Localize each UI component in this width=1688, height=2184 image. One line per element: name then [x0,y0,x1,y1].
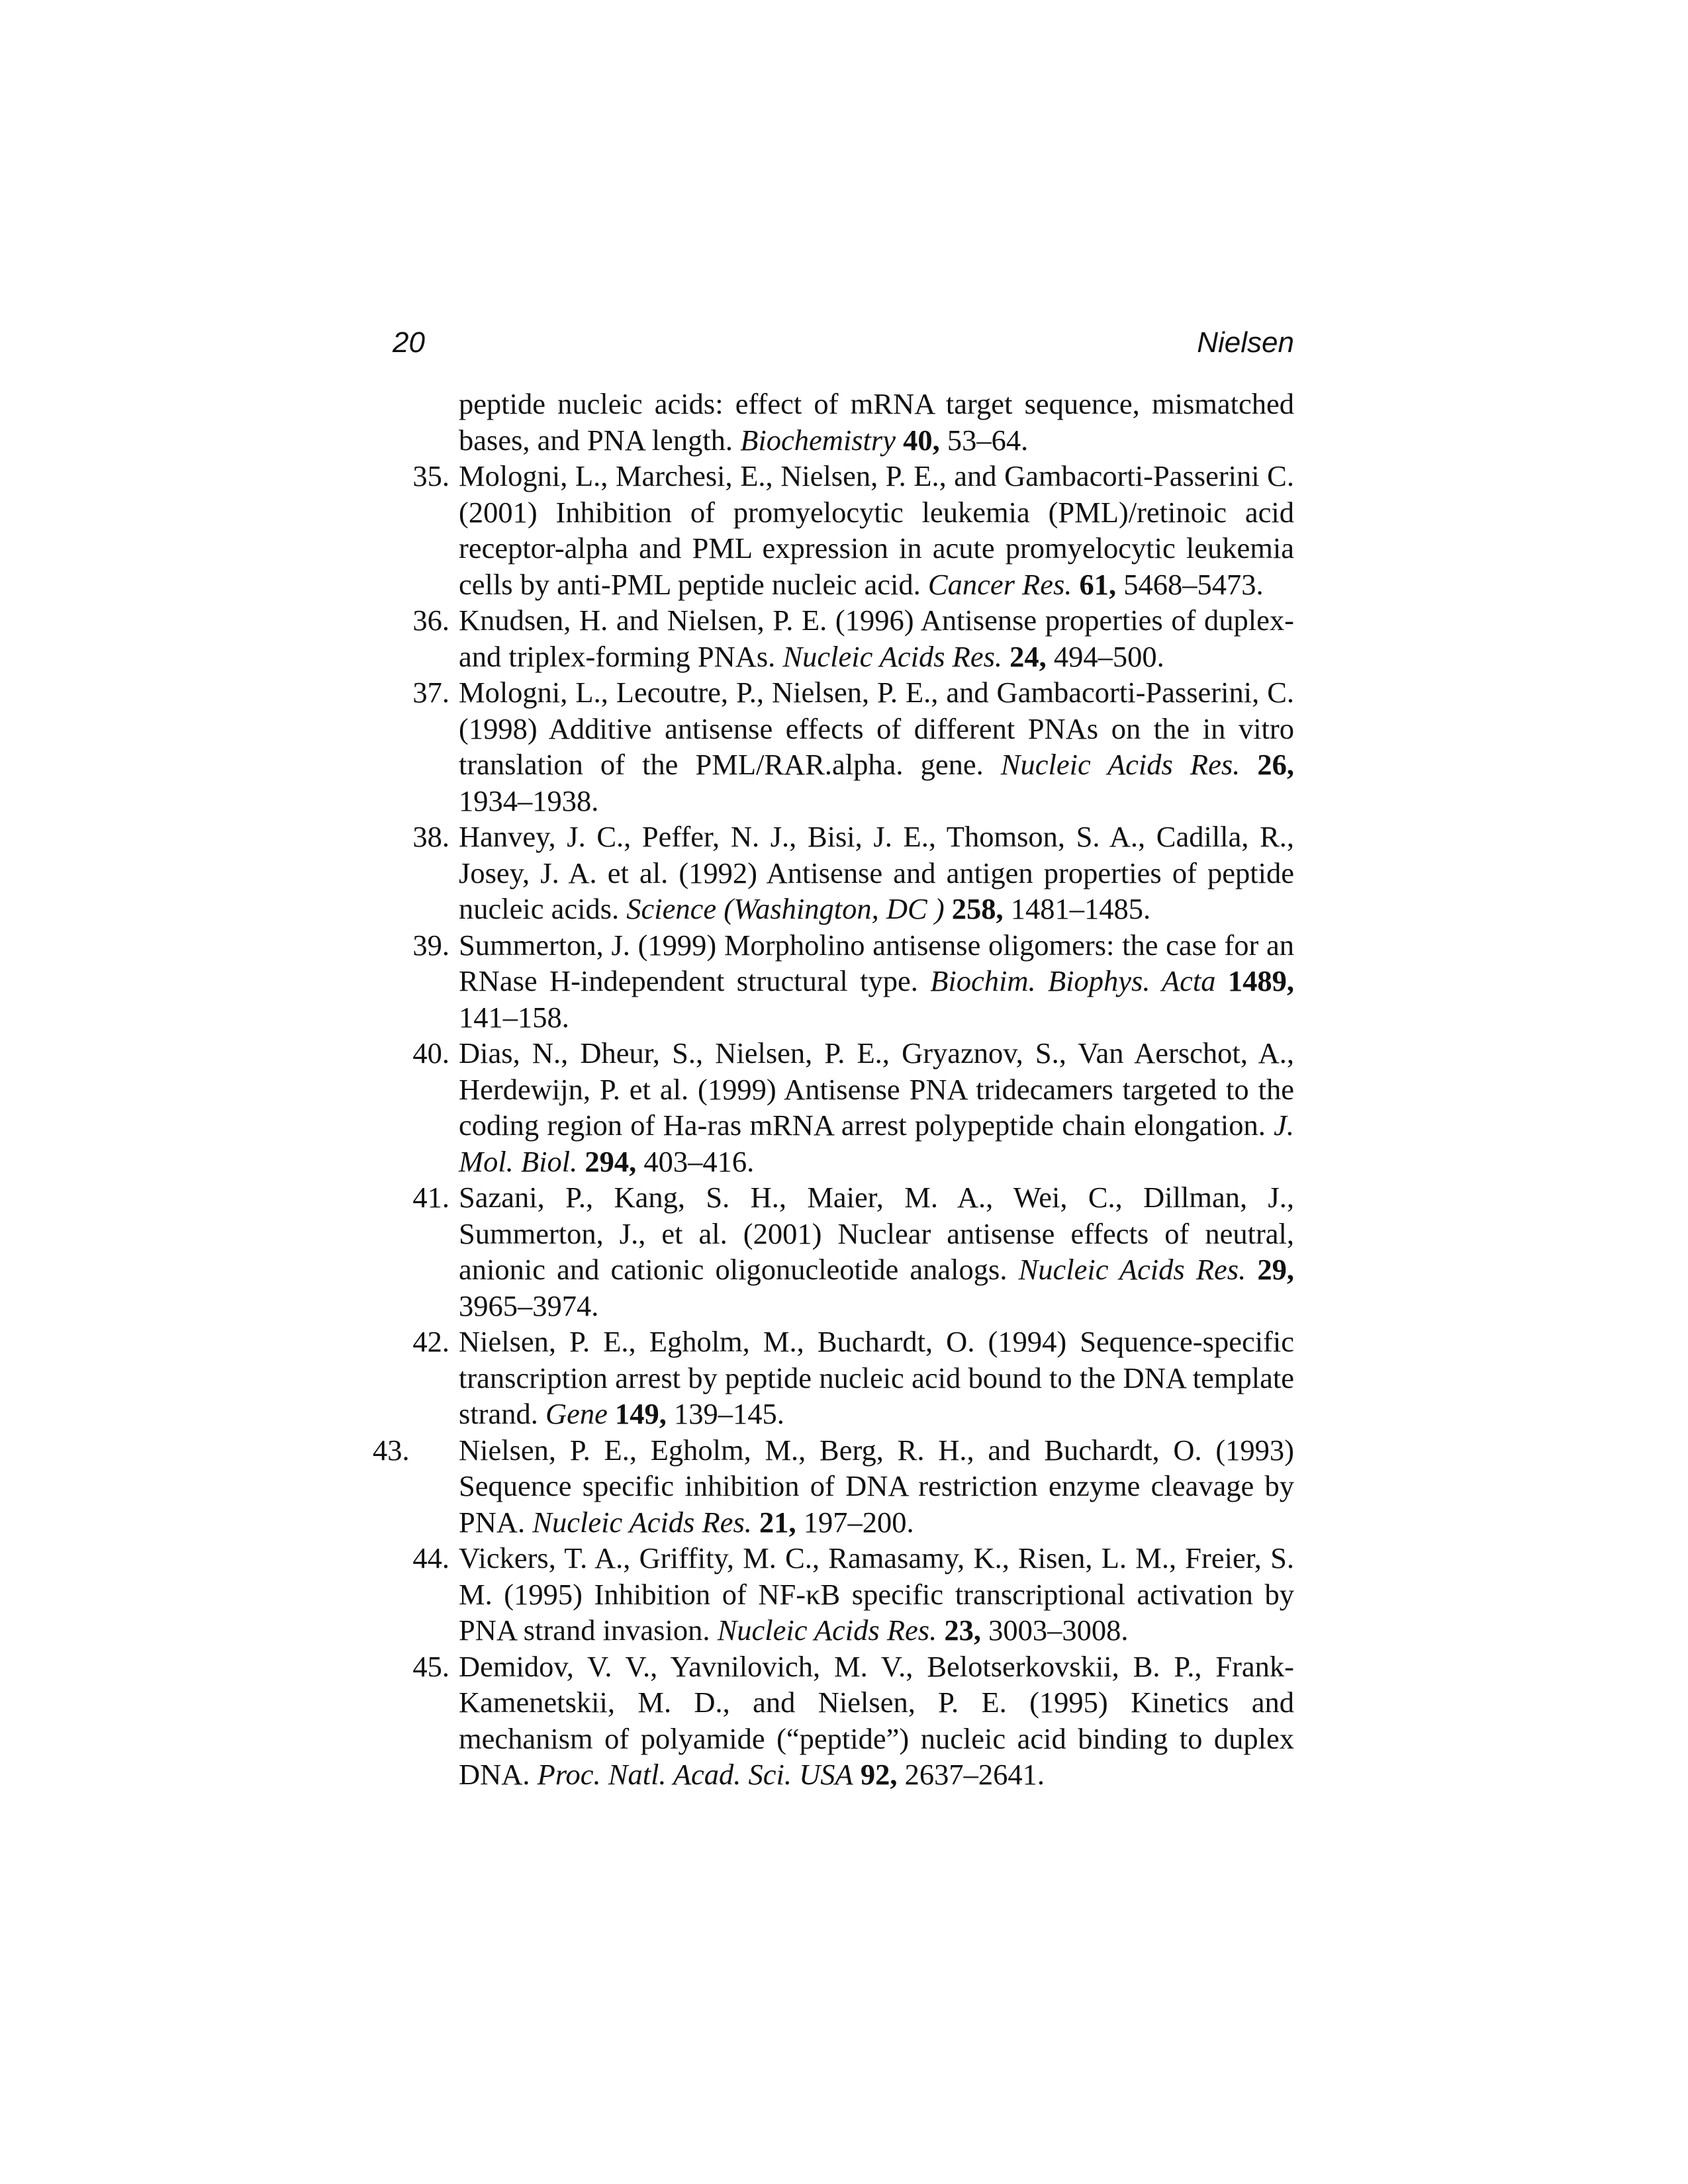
reference-item-44 [393,1540,1294,1649]
reference-text: Summerton, J. (1999) Morpholino antisense oligomers: the case for an RNase H-independent structural type. [459,928,1294,997]
reference-item-43 [373,1432,1294,1541]
reference-volume: 92, [860,1758,898,1791]
reference-number: 43. [373,1433,410,1467]
reference-number: 45. [412,1649,449,1683]
reference-text: Nielsen, P. E., Egholm, M., Berg, R. H., and Buchardt, O. (1993) Sequence specific inhibition of DNA restriction enzyme cleavage by PNA. [459,1433,1294,1539]
reference-volume: 40, [903,423,940,457]
reference-number: 42. [412,1325,449,1358]
reference-number: 38. [412,820,449,853]
reference-text: Sazani, P., Kang, S. H., Maier, M. A., Wei, C., Dillman, J., Summerton, J., et al. (2001) Nuclear antisense effects of neutral, anionic and cationic oligonucleotide analogs. [459,1181,1294,1286]
reference-text: Vickers, T. A., Griffity, M. C., Ramasamy, K., Risen, L. M., Freier, S. M. (1995) Inhibition of NF-κB specific transcriptional activation by PNA strand invasion. [459,1541,1294,1647]
reference-item-41 [393,1179,1294,1324]
reference-continuation [393,386,1294,458]
reference-journal: Nucleic Acids Res. [532,1505,752,1539]
reference-volume: 294, [585,1144,637,1178]
reference-number: 35. [412,459,449,492]
reference-journal: Nucleic Acids Res. [717,1614,937,1647]
reference-item-35 [393,458,1294,602]
reference-item-42 [393,1324,1294,1432]
reference-text: Knudsen, H. and Nielsen, P. E. (1996) Antisense properties of duplex- and triplex-forming PNAs. [459,604,1294,673]
running-head: Nielsen [1197,326,1294,359]
reference-item-39 [393,927,1294,1036]
reference-number: 41. [412,1181,449,1214]
reference-journal: Nucleic Acids Res. [1018,1253,1246,1286]
reference-journal: Proc. Natl. Acad. Sci. USA [537,1758,853,1791]
reference-pages: 1934–1938. [459,784,599,817]
reference-item-45 [393,1649,1294,1793]
reference-number: 44. [412,1541,449,1574]
reference-item-36 [393,602,1294,674]
reference-volume: 29, [1257,1253,1295,1286]
reference-number: 39. [412,928,449,962]
reference-journal: J. Mol. Biol. [459,1109,1295,1178]
reference-pages: 53–64. [947,423,1029,457]
reference-text: peptide nucleic acids: effect of mRNA target sequence, mismatched bases, and PNA length. [459,387,1294,457]
reference-journal: Gene [545,1397,608,1430]
reference-number: 36. [412,604,449,637]
reference-volume: 1489, [1227,964,1295,997]
reference-journal: Biochim. Biophys. Acta [930,964,1216,997]
reference-number: 37. [412,676,449,709]
reference-pages: 494–500. [1053,639,1164,673]
reference-item-40 [393,1035,1294,1179]
reference-volume: 61, [1079,567,1117,601]
reference-number: 40. [412,1036,449,1069]
reference-journal: Science (Washington, DC ) [626,892,945,925]
reference-text: Dias, N., Dheur, S., Nielsen, P. E., Gryaznov, S., Van Aerschot, A., Herdewijn, P. et al. (1999) Antisense PNA tridecamers targeted to the coding region of Ha-ras mRNA arrest polypeptide chain elongation. [459,1036,1294,1142]
reference-item-37 [393,674,1294,819]
reference-item-38 [393,819,1294,927]
page-header [393,323,1294,363]
reference-volume: 258, [951,892,1004,925]
reference-pages: 3003–3008. [988,1614,1129,1647]
reference-pages: 197–200. [803,1505,914,1539]
reference-text: Mologni, L., Lecoutre, P., Nielsen, P. E., and Gambacorti-Passerini, C. (1998) Additive antisense effects of different PNAs on the in vitro translation of the PML/RAR.alpha. gene. [459,676,1294,781]
reference-volume: 23, [944,1614,981,1647]
reference-journal: Biochemistry [740,423,896,457]
reference-pages: 3965–3974. [459,1289,599,1322]
reference-text: Hanvey, J. C., Peffer, N. J., Bisi, J. E., Thomson, S. A., Cadilla, R., Josey, J. A. et al. (1992) Antisense and antigen properties of peptide nucleic acids. [459,820,1294,925]
reference-text: Demidov, V. V., Yavnilovich, M. V., Belotserkovskii, B. P., Frank-Kamenetskii, M. D., and Nielsen, P. E. (1995) Kinetics and mechanism of polyamide (“peptide”) nucleic acid binding to duplex DNA. [459,1649,1294,1791]
reference-text: Mologni, L., Marchesi, E., Nielsen, P. E., and Gambacorti-Passerini C. (2001) Inhibition of promyelocytic leukemia (PML)/retinoic acid receptor-alpha and PML expression in acute promyelocytic leukemia cells by anti-PML peptide nucleic acid. [459,459,1294,601]
reference-pages: 139–145. [674,1397,784,1430]
reference-pages: 5468–5473. [1123,567,1264,601]
reference-journal: Nucleic Acids Res. [1000,748,1241,781]
reference-journal: Cancer Res. [927,567,1072,601]
reference-pages: 1481–1485. [1010,892,1151,925]
reference-pages: 2637–2641. [904,1758,1045,1791]
reference-volume: 24, [1009,639,1047,673]
reference-text: Nielsen, P. E., Egholm, M., Buchardt, O. (1994) Sequence-specific transcription arrest by peptide nucleic acid bound to the DNA template strand. [459,1325,1294,1430]
reference-pages: 403–416. [643,1144,755,1178]
reference-volume: 149, [615,1397,667,1430]
reference-volume: 21, [759,1505,796,1539]
reference-journal: Nucleic Acids Res. [782,639,1003,673]
page-number: 20 [393,326,425,359]
reference-list [373,386,1295,1793]
reference-pages: 141–158. [459,1000,569,1034]
reference-volume: 26, [1257,748,1294,781]
